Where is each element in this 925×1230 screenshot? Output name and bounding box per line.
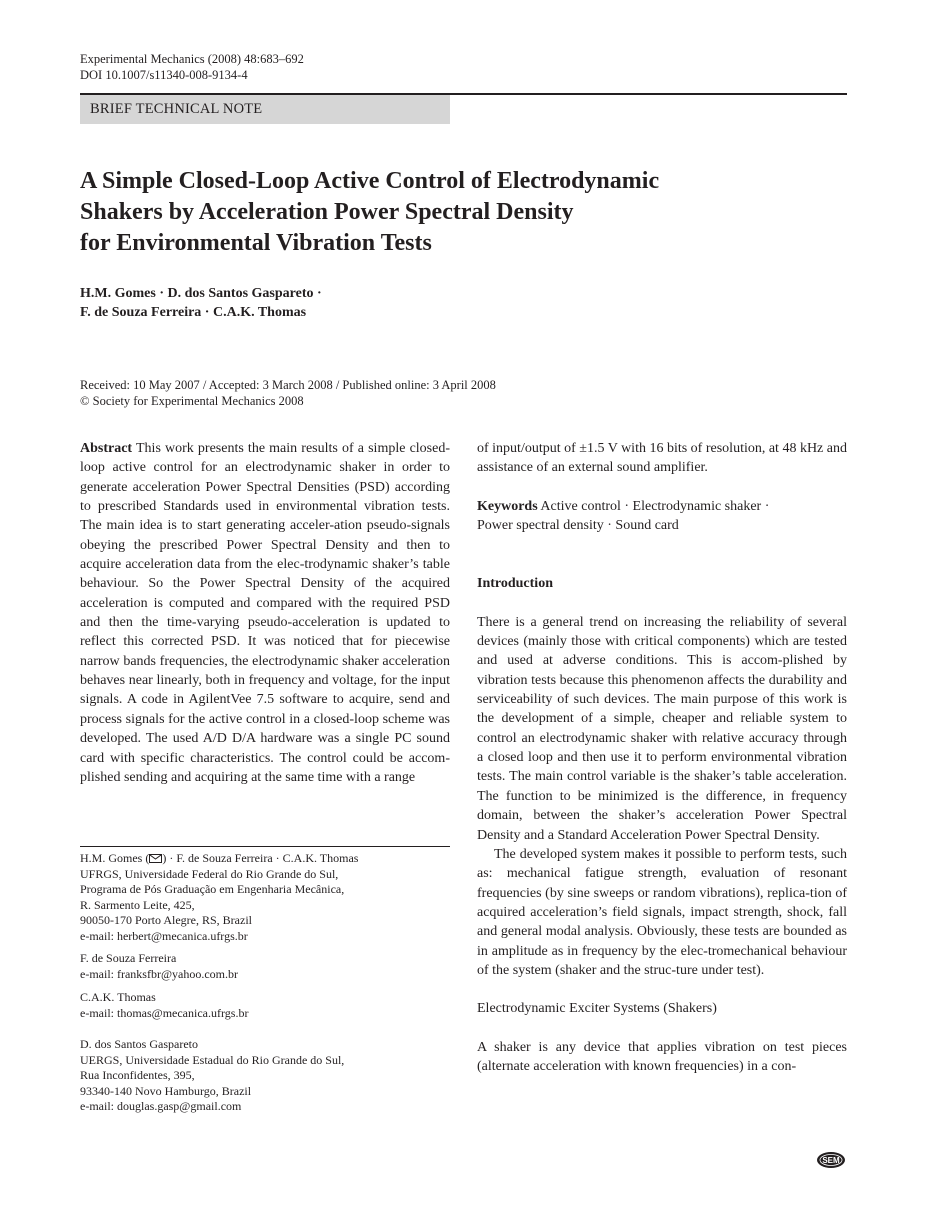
sem-logo-text: SEM — [822, 1156, 840, 1165]
affiliation-block-1 — [80, 851, 450, 944]
publication-history — [80, 377, 496, 409]
affiliation-street: Rua Inconfidentes, 395, — [80, 1068, 195, 1082]
affiliation-name: C.A.K. Thomas — [80, 990, 156, 1004]
journal-citation: Experimental Mechanics (2008) 48:683–692 — [80, 52, 304, 66]
keywords-line-2: Power spectral density · Sound card — [477, 518, 679, 534]
affiliation-city: 93340-140 Novo Hamburgo, Brazil — [80, 1083, 252, 1098]
authors-line-2: F. de Souza Ferreira · C.A.K. Thomas — [80, 305, 307, 320]
introduction-paragraph-1: There is a general trend on increasing the reliability of several devices (mainly those with critical components) which are tested and used at adverse conditions. This is accom-plished by vibration tests because this phenomenon affects the durability and serviceability of such devices. The main purpose of this work is the development of a simple, cheaper and reliable system to control an electrodynamic shaker with relative accuracy through a closed loop and then use it to perform environmental vibration tests. The main control variable is the shaker’s table acceleration. The function to be minimized is the difference, in frequency domain, between the shaker’s acceleration Power Spectral Density and a Standard Acceleration Power Spectral Density. — [477, 614, 847, 843]
affiliation-city: 90050-170 Porto Alegre, RS, Brazil — [80, 913, 252, 927]
abstract-continued: of input/output of ±1.5 V with 16 bits of resolution, at 48 kHz and assistance of an external sound amplifier. — [477, 441, 847, 476]
keywords-paragraph — [477, 497, 847, 536]
introduction-heading: Introduction — [477, 576, 553, 592]
journal-doi[interactable]: DOI 10.1007/s11340-008-9134-4 — [80, 68, 248, 82]
left-column — [80, 439, 450, 787]
keywords-line-1: Active control · Electrodynamic shaker · — [540, 498, 770, 514]
envelope-icon[interactable] — [149, 854, 162, 863]
date-history: Received: 10 May 2007 / Accepted: 3 March 2008 / Published online: 3 April 2008 — [80, 378, 496, 392]
keywords-label: Keywords — [477, 498, 538, 514]
subsection-paragraph-1: A shaker is any device that applies vibration on test pieces (alternate acceleration with known frequencies) in a con- — [477, 1039, 847, 1074]
sem-logo-icon — [816, 1151, 846, 1174]
title-line-1: A Simple Closed-Loop Active Control of Electrodynamic — [80, 168, 660, 194]
affiliation-email[interactable]: e-mail: douglas.gasp@gmail.com — [80, 1099, 242, 1113]
right-column — [477, 439, 847, 1076]
copyright-notice: © Society for Experimental Mechanics 2008 — [80, 394, 304, 408]
affiliation-institution: UERGS, Universidade Estadual do Rio Grande do Sul, — [80, 1052, 345, 1067]
affiliation-program: Programa de Pós Graduação em Engenharia Mecânica, — [80, 882, 345, 896]
affiliation-institution: UFRGS, Universidade Federal do Rio Grande do Sul, — [80, 866, 339, 881]
affiliation-block-4 — [80, 1037, 450, 1115]
subsection-heading: Electrodynamic Exciter Systems (Shakers) — [477, 1001, 717, 1017]
title-line-3: for Environmental Vibration Tests — [80, 230, 432, 256]
affiliation-names: H.M. Gomes ( ) · F. de Souza Ferreira · C.A.K. Thomas — [80, 851, 359, 865]
affiliation-block-2 — [80, 951, 450, 982]
affiliation-email[interactable]: e-mail: herbert@mecanica.ufrgs.br — [80, 928, 248, 943]
abstract-text: This work presents the main results of a simple closed-loop active control for an electrodynamic shaker in order to generate acceleration Power Spectral Densities (PSD) according to prescribed Standards used in environmental vibration tests. The main idea is to start generating acceler-ation pseudo-signals obeying the prescribed Power Spectral Density and then to acquire acceleration data from the elec-trodynamic shaker’s table behaviour. So the Power Spectral Density of the acquired acceleration is computed and compared with the required PSD and then the time-varying pseudo-acceleration is updated to reflect this corrected PSD. It was noticed that for piecewise narrow bands frequencies, the electrodynamic shaker acceleration behaves near linearly, both in frequency and voltage, for the input signals. A code in AgilentVee 7.5 software to acquire, send and process signals for the active control in a closed-loop scheme was developed. The used A/D D/A hardware was a single PC sound card with specific characteristics. The control could be accom-plished sending and acquiring at the same time with a range — [80, 441, 451, 785]
abstract-label: Abstract — [80, 441, 133, 456]
article-title — [80, 166, 780, 259]
article-type-label: BRIEF TECHNICAL NOTE — [80, 95, 450, 124]
abstract-paragraph — [80, 439, 450, 787]
affiliation-block-3 — [80, 990, 450, 1021]
author-list — [80, 284, 322, 322]
title-line-2: Shakers by Acceleration Power Spectral Density — [80, 199, 574, 225]
journal-header — [80, 51, 304, 83]
affiliation-rule — [80, 846, 450, 847]
authors-line-1: H.M. Gomes · D. dos Santos Gaspareto · — [80, 286, 322, 301]
affiliation-email[interactable]: e-mail: thomas@mecanica.ufrgs.br — [80, 1005, 249, 1020]
affiliation-street: R. Sarmento Leite, 425, — [80, 897, 195, 912]
affiliation-email[interactable]: e-mail: franksfbr@yahoo.com.br — [80, 966, 238, 981]
affiliation-name: F. de Souza Ferreira — [80, 951, 177, 965]
affiliation-name: D. dos Santos Gaspareto — [80, 1037, 198, 1051]
introduction-paragraph-2: The developed system makes it possible to perform tests, such as: mechanical fatigue strength, evaluation of resonant frequencies (by sine sweeps or random vibrations), replica-tion of acquired acceleration’s field signals, impact strength, shock, fall and general modal analysis. Obviously, these tests are bounded as in amplitude as in frequency by the elec-tromechanical behaviour of the system (shaker and the struc-ture under test). — [477, 846, 847, 978]
